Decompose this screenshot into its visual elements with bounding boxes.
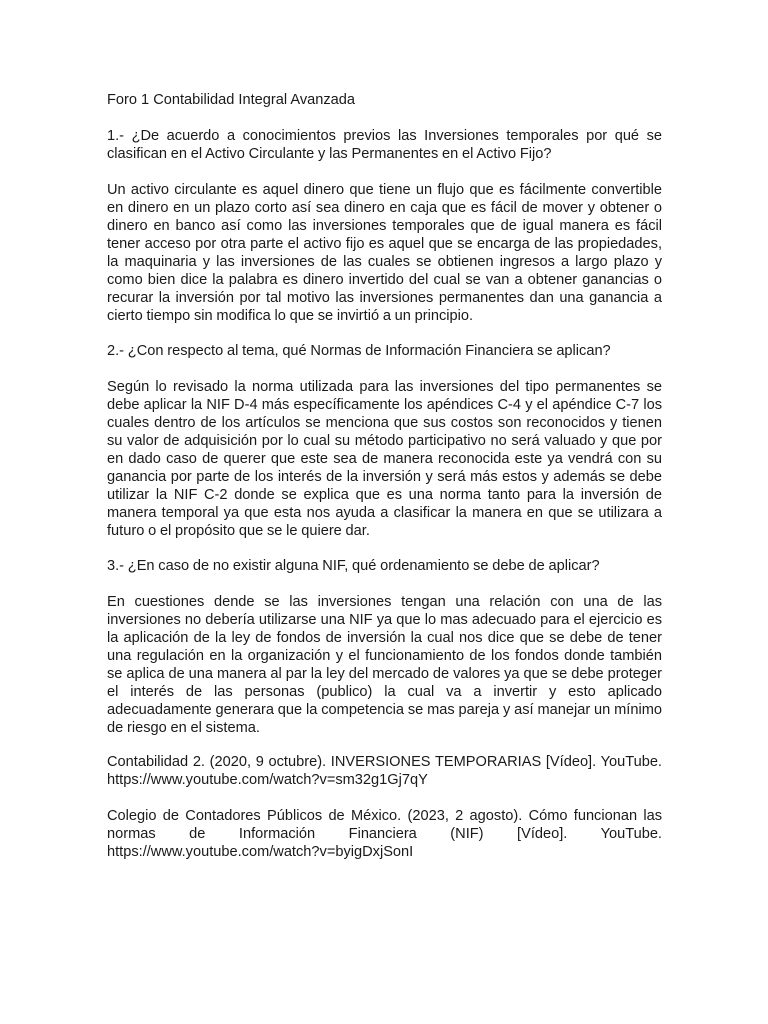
reference-2: Colegio de Contadores Públicos de México. (2023, 2 agosto). Cómo funcionan las normas de Información Financiera (NIF) [Vídeo]. YouTube. https://www.youtube.com/watch?v=byigDxjSonI (107, 808, 662, 860)
question-1: 1.- ¿De acuerdo a conocimientos previos las Inversiones temporales por qué se clasifican en el Activo Circulante y las Permanentes en el Activo Fijo? (107, 128, 662, 162)
document-title: Foro 1 Contabilidad Integral Avanzada (107, 92, 355, 108)
answer-2: Según lo revisado la norma utilizada para las inversiones del tipo permanentes se debe aplicar la NIF D-4 más específicamente los apéndices C-4 y el apéndice C-7 los cuales dentro de los artículos se menciona que sus costos son reconocidos y tienen su valor de adquisición por lo cual su método participativo no será valuado y que por en dado caso de querer que este sea de manera reconocida este ya vendrá con su ganancia por parte de los interés de la inversión y será más estos y además se debe utilizar la NIF C-2 donde se explica que es una norma tanto para la inversión de manera temporal ya que esta nos ayuda a clasificar la manera en que se utilizara a futuro o el propósito que se le quiere dar. (107, 379, 662, 539)
question-3: 3.- ¿En caso de no existir alguna NIF, qué ordenamiento se debe de aplicar? (107, 558, 600, 574)
answer-3: En cuestiones dende se las inversiones tengan una relación con una de las inversiones no debería utilizarse una NIF ya que lo mas adecuado para el ejercicio es la aplicación de la ley de fondos de inversión la cual nos dice que se debe de tener una regulación en la organización y el funcionamiento de los fondos donde también se aplica de una manera al par la ley del mercado de valores ya que se debe proteger el interés de las personas (publico) la cual va a invertir y esto aplicado adecuadamente generara que la competencia se mas pareja y así manejar un mínimo de riesgo en el sistema. (107, 594, 662, 736)
answer-1: Un activo circulante es aquel dinero que tiene un flujo que es fácilmente convertible en dinero en un plazo corto así sea dinero en caja que es fácil de mover y obtener o dinero en banco así como las inversiones temporales que de igual manera es fácil tener acceso por otra parte el activo fijo es aquel que se encarga de las propiedades, la maquinaria y las inversiones de las cuales se obtienen ingresos a largo plazo y como bien dice la palabra es dinero invertido del cual se van a obtener ganancias o recurar la inversión por tal motivo las inversiones permanentes dan una ganancia a cierto tiempo sin modifica lo que se invirtió a un principio. (107, 182, 662, 324)
reference-1: Contabilidad 2. (2020, 9 octubre). INVERSIONES TEMPORARIAS [Vídeo]. YouTube. https://www.youtube.com/watch?v=sm32g1Gj7qY (107, 754, 662, 788)
question-2: 2.- ¿Con respecto al tema, qué Normas de Información Financiera se aplican? (107, 343, 611, 359)
